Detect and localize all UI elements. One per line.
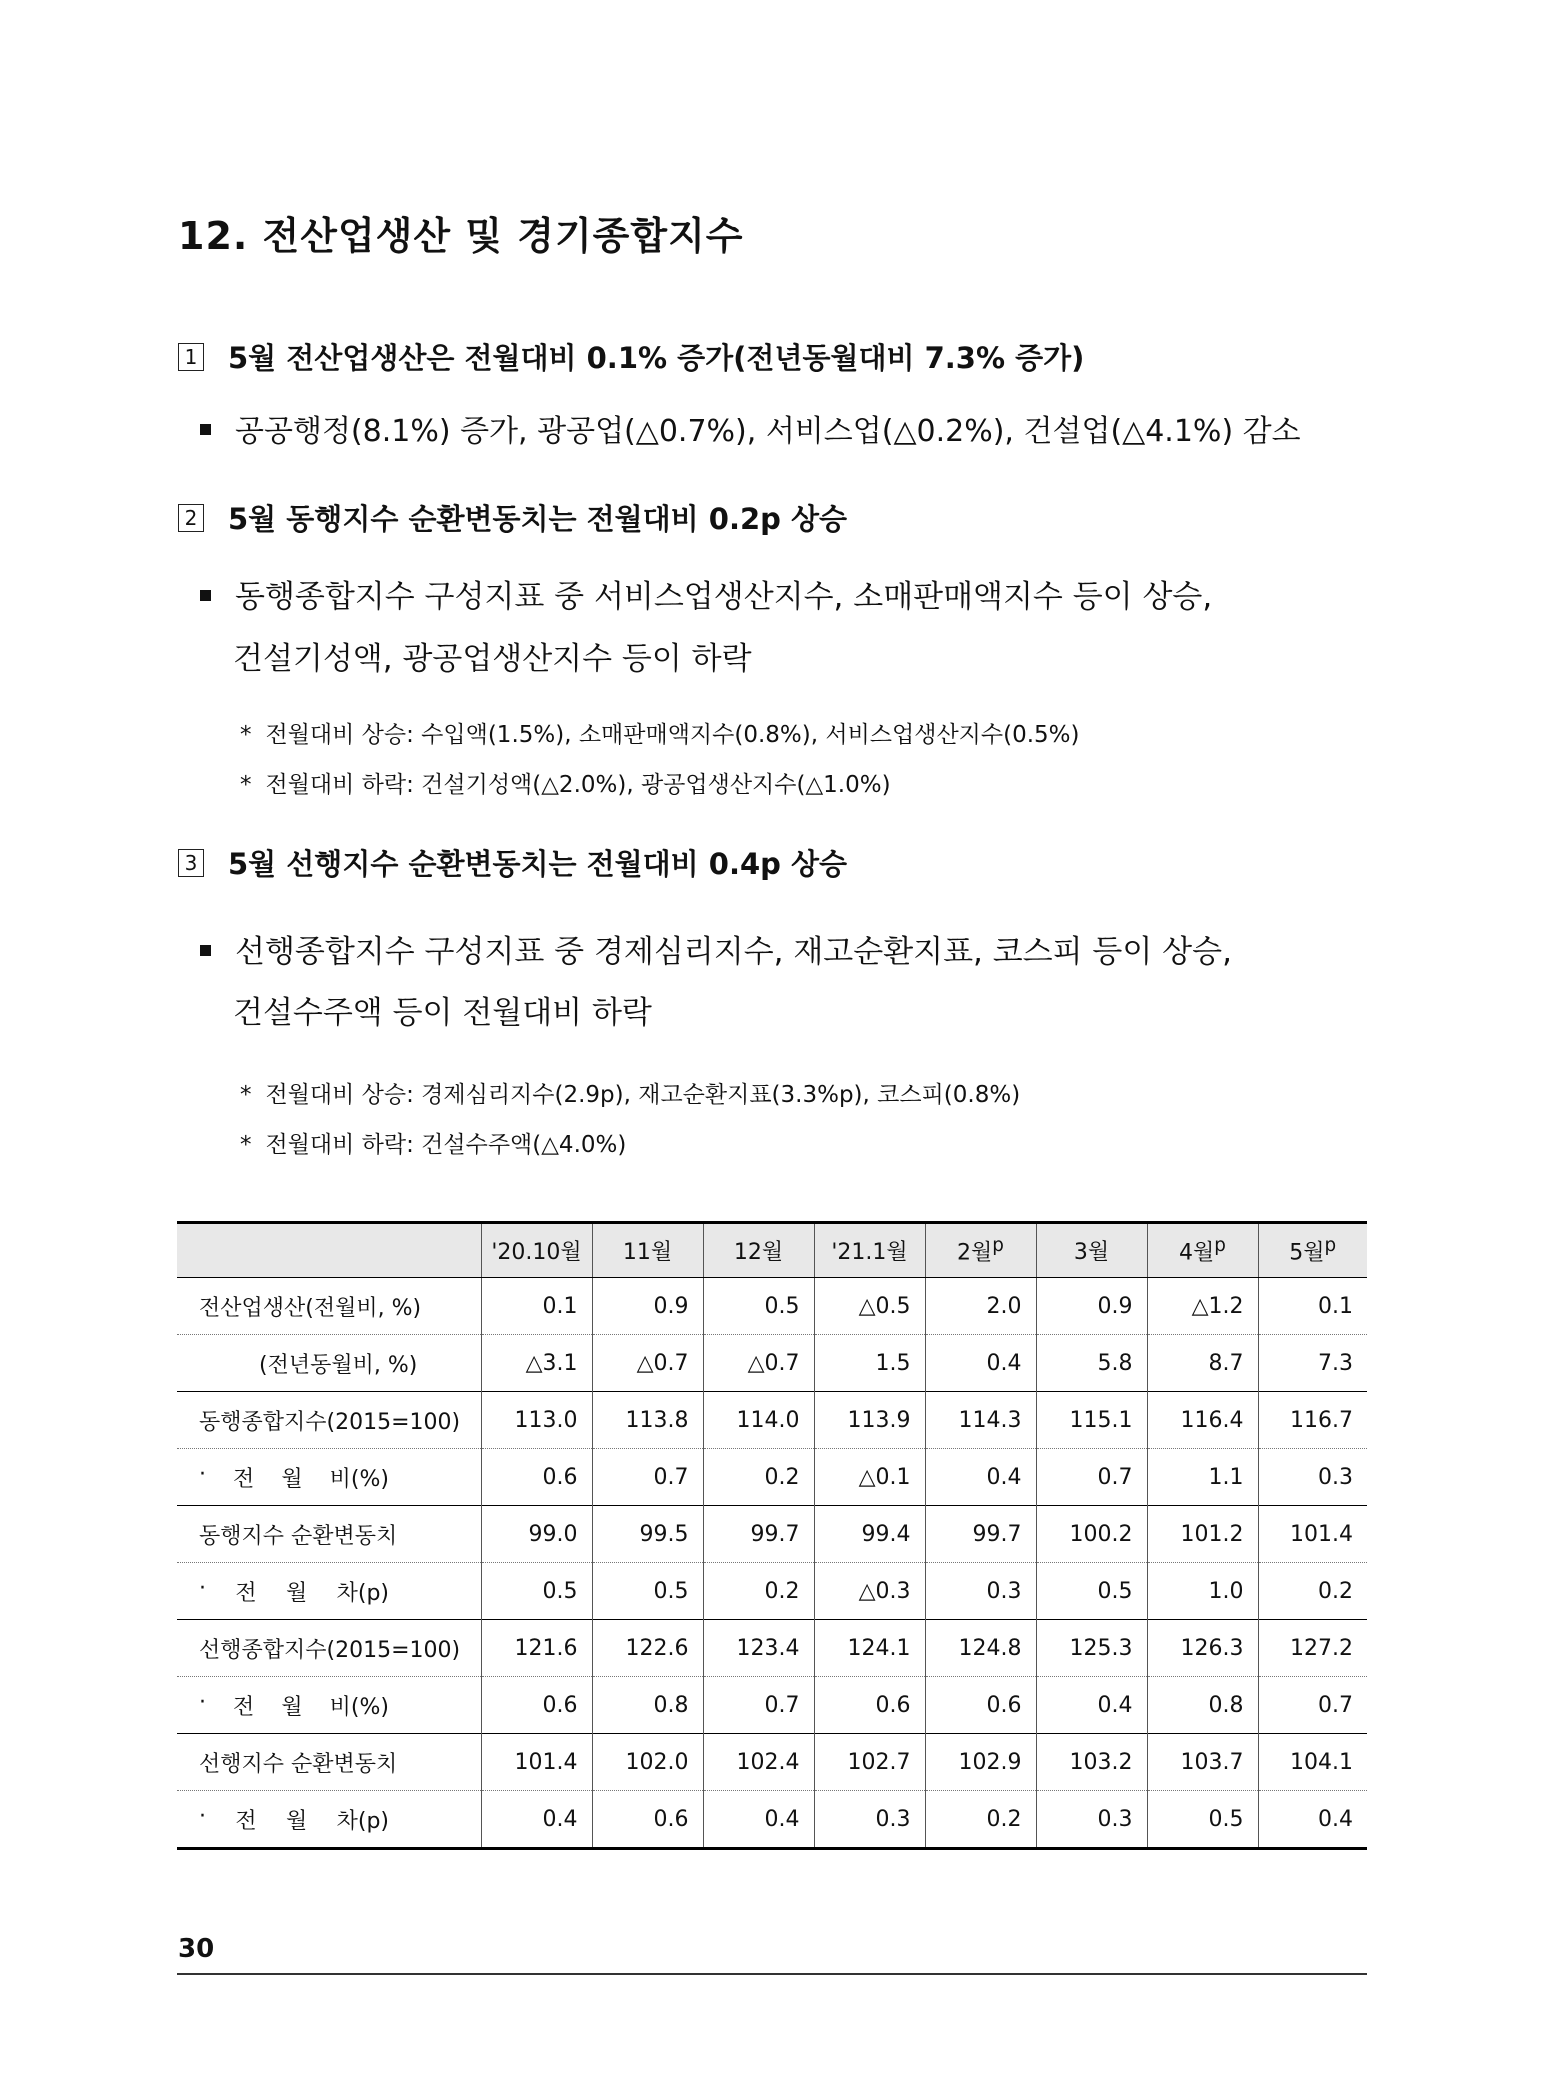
table-row [177,1734,1367,1791]
row-label: · 전 월 차(p) [177,1563,481,1620]
table-cell: 102.4 [703,1734,814,1791]
table-cell: 0.9 [1036,1278,1147,1335]
table-cell: 103.2 [1036,1734,1147,1791]
square-bullet-icon [200,945,211,956]
table-cell: 101.2 [1147,1506,1258,1563]
table-cell: 99.0 [481,1506,592,1563]
section-2-bullet [200,571,1212,616]
note-marker: * [240,1132,252,1158]
table-cell: 0.7 [1036,1449,1147,1506]
table-cell: 101.4 [1258,1506,1367,1563]
table-row [177,1449,1367,1506]
table-cell: 122.6 [592,1620,703,1677]
section-heading-text: 5월 전산업생산은 전월대비 0.1% 증가(전년동월대비 7.3% 증가) [228,341,1085,375]
table-cell: 0.2 [1258,1563,1367,1620]
table-cell: 127.2 [1258,1620,1367,1677]
table-cell: 102.0 [592,1734,703,1791]
table-header-row [177,1223,1367,1278]
section-heading-text: 5월 동행지수 순환변동치는 전월대비 0.2p 상승 [228,502,848,536]
table-cell: 113.8 [592,1392,703,1449]
bullet-text: 동행종합지수 구성지표 중 서비스업생산지수, 소매판매액지수 등이 상승, [235,579,1213,615]
table-cell: △0.5 [814,1278,925,1335]
section-2-note-2: * 전월대비 하락: 건설기성액(△2.0%), 광공업생산지수(△1.0%) [240,772,891,798]
economic-indicators-table [177,1221,1367,1850]
table-cell: 116.7 [1258,1392,1367,1449]
square-bullet-icon [200,424,211,435]
note-marker: * [240,772,252,798]
section-1-heading [178,336,1084,377]
square-bullet-icon [200,590,211,601]
table-cell: 5.8 [1036,1335,1147,1392]
table-cell: 1.1 [1147,1449,1258,1506]
section-3-note-2: * 전월대비 하락: 건설수주액(△4.0%) [240,1132,627,1158]
column-header: 11월 [592,1223,703,1278]
section-2-heading [178,497,847,538]
table-cell: 114.0 [703,1392,814,1449]
table-cell: 0.5 [592,1563,703,1620]
table-cell: 114.3 [925,1392,1036,1449]
table-cell: △0.7 [592,1335,703,1392]
table-cell: 0.4 [925,1449,1036,1506]
table-cell: 125.3 [1036,1620,1147,1677]
column-header: '21.1월 [814,1223,925,1278]
table-cell: 0.3 [925,1563,1036,1620]
section-1-bullet [200,406,1301,450]
table-row [177,1791,1367,1849]
table-cell: 0.8 [592,1677,703,1734]
table-cell: 0.6 [925,1677,1036,1734]
page-title: 12. 전산업생산 및 경기종합지수 [178,214,744,258]
section-number-box: 1 [178,343,204,371]
table-row [177,1392,1367,1449]
table-cell: 0.4 [1258,1791,1367,1849]
bullet-text: 선행종합지수 구성지표 중 경제심리지수, 재고순환지표, 코스피 등이 상승, [235,934,1232,970]
column-header: 5월$^p$ [1258,1223,1367,1278]
table-cell: 0.4 [1036,1677,1147,1734]
table-cell: 104.1 [1258,1734,1367,1791]
section-number-box: 3 [178,849,204,877]
table-cell: 121.6 [481,1620,592,1677]
column-header: '20.10월 [481,1223,592,1278]
table-row [177,1506,1367,1563]
row-label: 동행지수 순환변동치 [177,1506,481,1563]
table-row [177,1563,1367,1620]
table-cell: △1.2 [1147,1278,1258,1335]
column-header: 2월$^p$ [925,1223,1036,1278]
table-cell: 0.6 [481,1677,592,1734]
table-row [177,1620,1367,1677]
note-marker: * [240,722,252,748]
column-header: 12월 [703,1223,814,1278]
table-cell: 0.2 [703,1563,814,1620]
table-cell: 0.5 [703,1278,814,1335]
table-cell: 0.2 [703,1449,814,1506]
table-cell: 1.5 [814,1335,925,1392]
table-cell: 0.4 [925,1335,1036,1392]
page-number: 30 [178,1934,215,1964]
table-cell: 7.3 [1258,1335,1367,1392]
table-cell: △0.1 [814,1449,925,1506]
table-cell: 124.8 [925,1620,1036,1677]
table-cell: 2.0 [925,1278,1036,1335]
table-cell: 0.3 [1258,1449,1367,1506]
row-label: 선행종합지수(2015=100) [177,1620,481,1677]
section-3-note-1: * 전월대비 상승: 경제심리지수(2.9p), 재고순환지표(3.3%p), 코스피(0.8%) [240,1082,1021,1108]
table-cell: 0.3 [1036,1791,1147,1849]
table-cell: 113.9 [814,1392,925,1449]
header-corner-cell [177,1223,481,1278]
table-cell: 0.6 [814,1677,925,1734]
table-cell: △0.7 [703,1335,814,1392]
table-cell: 0.4 [481,1791,592,1849]
table-cell: 99.7 [925,1506,1036,1563]
table-row [177,1335,1367,1392]
table-row [177,1677,1367,1734]
row-label: 동행종합지수(2015=100) [177,1392,481,1449]
table-cell: 0.8 [1147,1677,1258,1734]
table-cell: 126.3 [1147,1620,1258,1677]
table-cell: 103.7 [1147,1734,1258,1791]
table-cell: 0.5 [1147,1791,1258,1849]
table-cell: 116.4 [1147,1392,1258,1449]
column-header: 3월 [1036,1223,1147,1278]
row-label: (전년동월비, %) [177,1335,481,1392]
table-cell: 0.1 [481,1278,592,1335]
table-cell: 0.5 [481,1563,592,1620]
table-cell: 0.3 [814,1791,925,1849]
row-label: · 전 월 차(p) [177,1791,481,1849]
table-cell: 100.2 [1036,1506,1147,1563]
section-heading-text: 5월 선행지수 순환변동치는 전월대비 0.4p 상승 [228,847,848,881]
table-cell: 0.1 [1258,1278,1367,1335]
table-cell: △0.3 [814,1563,925,1620]
table-cell: 99.5 [592,1506,703,1563]
table-cell: 99.7 [703,1506,814,1563]
section-3-bullet [200,926,1232,971]
table-cell: 102.9 [925,1734,1036,1791]
table-cell: 0.9 [592,1278,703,1335]
table-row [177,1278,1367,1335]
table-cell: 0.6 [592,1791,703,1849]
table-cell: 102.7 [814,1734,925,1791]
table-cell: 113.0 [481,1392,592,1449]
table-cell: 0.5 [1036,1563,1147,1620]
table-cell: 1.0 [1147,1563,1258,1620]
table-cell: 101.4 [481,1734,592,1791]
footer-divider [177,1973,1367,1975]
table-cell: 0.7 [703,1677,814,1734]
table-cell: 123.4 [703,1620,814,1677]
bullet-text: 공공행정(8.1%) 증가, 광공업(△0.7%), 서비스업(△0.2%), 건설업(△4.1%) 감소 [235,414,1301,449]
table-cell: 0.7 [1258,1677,1367,1734]
row-label: · 전 월 비(%) [177,1677,481,1734]
row-label: 전산업생산(전월비, %) [177,1278,481,1335]
row-label: · 전 월 비(%) [177,1449,481,1506]
section-3-heading [178,842,847,883]
section-2-bullet-continued: 건설기성액, 광공업생산지수 등이 하락 [233,641,752,677]
table-cell: 115.1 [1036,1392,1147,1449]
table-cell: 99.4 [814,1506,925,1563]
row-label: 선행지수 순환변동치 [177,1734,481,1791]
table-cell: 124.1 [814,1620,925,1677]
note-marker: * [240,1082,252,1108]
column-header: 4월$^p$ [1147,1223,1258,1278]
table-cell: 8.7 [1147,1335,1258,1392]
table-cell: △3.1 [481,1335,592,1392]
section-3-bullet-continued: 건설수주액 등이 전월대비 하락 [233,995,652,1031]
section-2-note-1: * 전월대비 상승: 수입액(1.5%), 소매판매액지수(0.8%), 서비스업생산지수(0.5%) [240,722,1080,748]
section-number-box: 2 [178,504,204,532]
table-cell: 0.4 [703,1791,814,1849]
table-cell: 0.7 [592,1449,703,1506]
table-body [177,1278,1367,1849]
table-cell: 0.2 [925,1791,1036,1849]
table-cell: 0.6 [481,1449,592,1506]
